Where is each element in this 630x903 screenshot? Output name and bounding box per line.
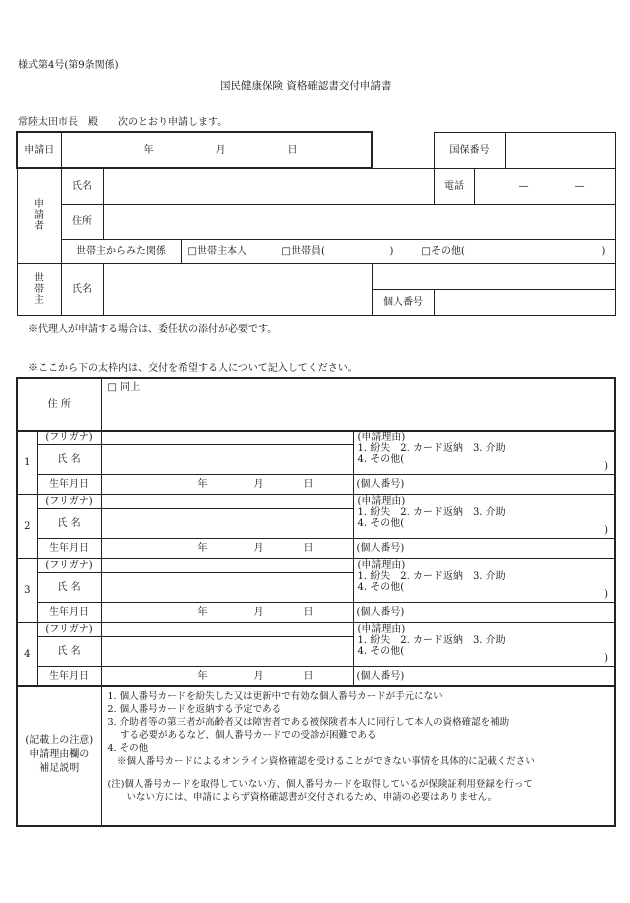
date-day: 日 xyxy=(287,145,298,156)
birth-field[interactable] xyxy=(101,475,353,495)
applicant-name-label: 氏名 xyxy=(61,168,103,204)
individual-no-field[interactable] xyxy=(353,667,615,687)
reason-title: (申請理由) xyxy=(357,496,406,507)
applicant-address-field[interactable] xyxy=(103,204,615,239)
birth-field[interactable] xyxy=(101,539,353,559)
reason-options-2[interactable]: 4. その他( xyxy=(357,582,405,593)
explanation-label xyxy=(17,686,101,826)
birth-label: 生年月日 xyxy=(37,539,101,559)
birth-day: 日 xyxy=(303,607,314,618)
birth-month: 月 xyxy=(253,607,264,618)
reason-close: ) xyxy=(604,461,608,472)
recipient-name-field[interactable] xyxy=(101,445,353,475)
explanation-footnote-a: (注)個人番号カードを取得していない方、個人番号カードを取得しているが保険証利用登録を行って xyxy=(107,779,533,790)
furigana-label: (フリガナ) xyxy=(37,495,101,509)
explanation-table xyxy=(16,685,616,827)
birth-day: 日 xyxy=(303,543,314,554)
explanation-label-3: 補足説明 xyxy=(39,763,80,775)
birth-field[interactable] xyxy=(101,667,353,687)
explanation-item-2: 2. 個人番号カードを返納する予定である xyxy=(107,704,282,715)
date-year: 年 xyxy=(143,145,154,156)
form-title: 国民健康保険 資格確認書交付申請書 xyxy=(220,80,392,92)
recipient-table xyxy=(16,377,616,432)
birth-field[interactable] xyxy=(101,603,353,623)
explanation-item-3b: する必要があるなど、個人番号カードでの受診が困難である xyxy=(107,730,377,741)
applicant-name-field[interactable] xyxy=(103,168,434,204)
individual-no-field[interactable] xyxy=(353,603,615,623)
recipient-name-field[interactable] xyxy=(101,637,353,667)
recipient-name-field[interactable] xyxy=(101,509,353,539)
reason-options-1[interactable]: 1. 紛失 2. カード返納 3. 介助 xyxy=(357,443,506,454)
relation-other[interactable]: □その他( xyxy=(421,245,465,257)
recipient-row-number: 4 xyxy=(17,623,37,687)
birth-label: 生年月日 xyxy=(37,667,101,687)
recipient-row-number: 2 xyxy=(17,495,37,559)
birth-label: 生年月日 xyxy=(37,475,101,495)
recipient-name-label: 氏 名 xyxy=(37,509,101,539)
reason-options-1[interactable]: 1. 紛失 2. カード返納 3. 介助 xyxy=(357,571,506,582)
explanation-content xyxy=(101,686,615,826)
explanation-item-3a: 3. 介助者等の第三者が高齢者又は障害者である被保険者本人に同行して本人の資格確認を補助 xyxy=(107,717,510,728)
reason-close: ) xyxy=(604,589,608,600)
reason-options-2[interactable]: 4. その他( xyxy=(357,646,405,657)
insurance-no-field[interactable] xyxy=(505,132,615,168)
individual-no-field[interactable] xyxy=(353,475,615,495)
relation-member-close: ) xyxy=(389,245,394,257)
explanation-footnote-b: いない方には、申請によらず資格確認書が交付されるため、申請の必要はありません。 xyxy=(107,792,498,803)
below-note: ※ここから下の太枠内は、交付を希望する人について記入してください。 xyxy=(28,363,358,374)
reason-title: (申請理由) xyxy=(357,560,406,571)
recipient-row-number: 3 xyxy=(17,559,37,623)
date-field[interactable] xyxy=(61,132,372,168)
reason-title: (申請理由) xyxy=(357,624,406,635)
recipient-address-label: 住 所 xyxy=(17,378,101,431)
furigana-label: (フリガナ) xyxy=(37,431,101,445)
date-month: 月 xyxy=(215,145,226,156)
reason-options-1[interactable]: 1. 紛失 2. カード返納 3. 介助 xyxy=(357,635,506,646)
reason-title: (申請理由) xyxy=(357,432,406,443)
reason-options-1[interactable]: 1. 紛失 2. カード返納 3. 介助 xyxy=(357,507,506,518)
furigana-label: (フリガナ) xyxy=(37,559,101,573)
birth-month: 月 xyxy=(253,671,264,682)
birth-month: 月 xyxy=(253,479,264,490)
explanation-item-1: 1. 個人番号カードを紛失した又は更新中で有効な個人番号カードが手元にない xyxy=(107,691,443,702)
birth-day: 日 xyxy=(303,479,314,490)
furigana-field[interactable] xyxy=(101,623,353,637)
date-label: 申請日 xyxy=(17,132,61,168)
birth-year: 年 xyxy=(197,671,208,682)
phone-sep-1: — xyxy=(518,180,529,192)
recipient-name-label: 氏 名 xyxy=(37,637,101,667)
reason-close: ) xyxy=(604,653,608,664)
furigana-field[interactable] xyxy=(101,495,353,509)
phone-sep-2: — xyxy=(574,180,585,192)
individual-no-label: (個人番号) xyxy=(356,543,405,554)
relation-other-close: ) xyxy=(601,245,606,257)
birth-month: 月 xyxy=(253,543,264,554)
individual-no-label: (個人番号) xyxy=(356,671,405,682)
recipient-block xyxy=(16,494,616,559)
addressee: 常陸太田市長 殿 次のとおり申請します。 xyxy=(18,117,228,128)
householder-name-label: 氏名 xyxy=(61,263,103,315)
relation-self[interactable]: □世帯主本人 xyxy=(187,245,247,257)
individual-no-label: (個人番号) xyxy=(356,479,405,490)
recipient-address-field[interactable] xyxy=(101,378,615,431)
relation-member[interactable]: □世帯員( xyxy=(281,245,325,257)
explanation-item-4-note: ※個人番号カードによるオンライン資格確認を受けることができない事情を具体的に記載ください xyxy=(107,756,535,767)
relation-options[interactable] xyxy=(181,239,615,263)
spacer xyxy=(372,132,434,168)
recipient-name-label: 氏 名 xyxy=(37,573,101,603)
reason-field[interactable] xyxy=(353,431,615,475)
birth-year: 年 xyxy=(197,607,208,618)
birth-year: 年 xyxy=(197,543,208,554)
recipient-name-label: 氏 名 xyxy=(37,445,101,475)
furigana-field[interactable] xyxy=(101,431,353,445)
applicant-address-label: 住所 xyxy=(61,204,103,239)
householder-individual-no-boxes[interactable] xyxy=(434,289,615,315)
explanation-label-1: (記載上の注意) xyxy=(25,735,94,747)
reason-field[interactable] xyxy=(353,495,615,539)
applicant-label: 申 請 者 xyxy=(17,168,61,263)
recipient-block xyxy=(16,430,616,495)
reason-options-2[interactable]: 4. その他( xyxy=(357,518,405,529)
phone-label: 電話 xyxy=(434,168,474,204)
reason-field[interactable] xyxy=(353,623,615,667)
explanation-label-2: 申請理由欄の xyxy=(29,749,90,761)
recipient-name-field[interactable] xyxy=(101,573,353,603)
recipient-block xyxy=(16,622,616,687)
householder-individual-no-label: 個人番号 xyxy=(372,289,434,315)
recipient-row-number: 1 xyxy=(17,431,37,495)
relation-label: 世帯主からみた関係 xyxy=(61,239,181,263)
insurance-no-label: 国保番号 xyxy=(434,132,505,168)
same-as-above-checkbox[interactable]: □ 同上 xyxy=(107,382,141,393)
individual-no-field[interactable] xyxy=(353,539,615,559)
reason-options-2[interactable]: 4. その他( xyxy=(357,454,405,465)
form-number: 様式第4号(第9条関係) xyxy=(18,60,119,71)
reason-field[interactable] xyxy=(353,559,615,603)
reason-close: ) xyxy=(604,525,608,536)
furigana-field[interactable] xyxy=(101,559,353,573)
explanation-item-4: 4. その他 xyxy=(107,743,149,754)
birth-day: 日 xyxy=(303,671,314,682)
birth-year: 年 xyxy=(197,479,208,490)
applicant-table xyxy=(16,131,616,316)
householder-label: 世 帯 主 xyxy=(17,263,61,315)
furigana-label: (フリガナ) xyxy=(37,623,101,637)
recipient-block xyxy=(16,558,616,623)
householder-name-field[interactable] xyxy=(103,263,372,315)
individual-no-label: (個人番号) xyxy=(356,607,405,618)
proxy-note: ※代理人が申請する場合は、委任状の添付が必要です。 xyxy=(28,324,278,335)
birth-label: 生年月日 xyxy=(37,603,101,623)
phone-field[interactable] xyxy=(474,168,615,204)
householder-top-blank xyxy=(372,263,615,289)
